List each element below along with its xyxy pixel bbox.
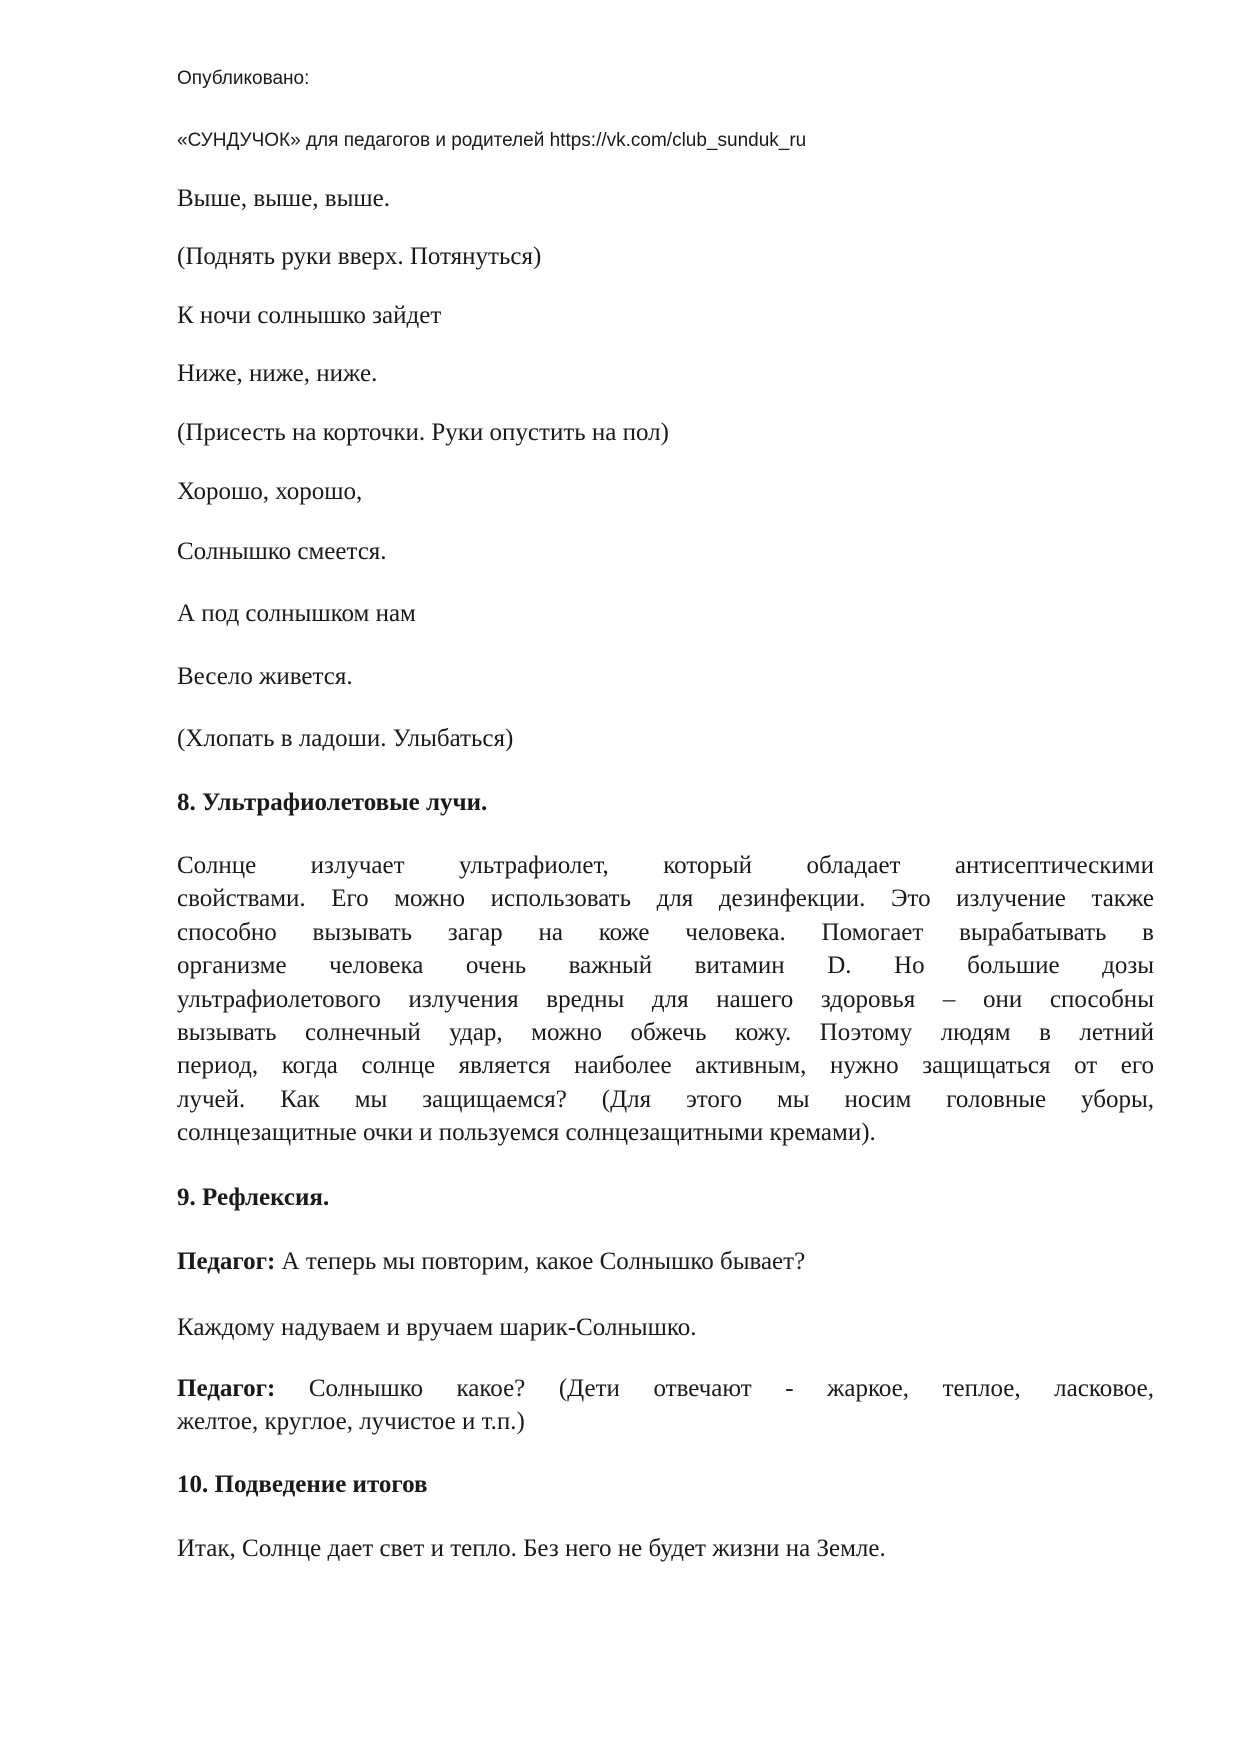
- poem-line: (Присесть на корточки. Руки опустить на пол): [177, 419, 669, 446]
- teacher-speech: Солнышко какое? (Дети отвечают - жаркое, теплое, ласковое,: [275, 1375, 1154, 1402]
- poem-line: (Хлопать в ладоши. Улыбаться): [177, 725, 514, 752]
- conclusion-paragraph: Итак, Солнце дает свет и тепло. Без него не будет жизни на Земле.: [177, 1535, 886, 1562]
- paragraph-line: способно вызывать загар на коже человека. Помогает вырабатывать в: [177, 918, 1154, 946]
- teacher-label: Педагог:: [177, 1375, 276, 1402]
- poem-line: Ниже, ниже, ниже.: [177, 360, 378, 387]
- teacher-label: Педагог:: [177, 1248, 276, 1275]
- paragraph-line: ультрафиолетового излучения вредны для нашего здоровья – они способны: [177, 985, 1154, 1013]
- paragraph-line: вызывать солнечный удар, можно обжечь кожу. Поэтому людям в летний: [177, 1019, 1154, 1047]
- source-line: «СУНДУЧОК» для педагогов и родителей https://vk.com/club_sunduk_ru: [177, 130, 807, 151]
- section-heading-8: 8. Ультрафиолетовые лучи.: [177, 789, 488, 816]
- paragraph-line: лучей. Как мы защищаемся? (Для этого мы носим головные уборы,: [177, 1085, 1154, 1113]
- poem-line: Хорошо, хорошо,: [177, 478, 363, 505]
- poem-line: А под солнышком нам: [177, 600, 416, 627]
- poem-line: К ночи солнышко зайдет: [177, 302, 442, 329]
- section-heading-9: 9. Рефлексия.: [177, 1184, 330, 1211]
- action-line: Каждому надуваем и вручаем шарик-Солнышко.: [177, 1314, 697, 1341]
- published-label: Опубликовано:: [177, 68, 310, 89]
- teacher-line-2-second: желтое, круглое, лучистое и т.п.): [177, 1408, 525, 1436]
- teacher-line-2-first: [177, 1372, 1154, 1405]
- section-8-paragraph: [177, 849, 1154, 1150]
- teacher-speech: А теперь мы повторим, какое Солнышко бывает?: [275, 1248, 806, 1275]
- poem-line: Выше, выше, выше.: [177, 185, 390, 212]
- paragraph-line: организме человека очень важный витамин D. Но большие дозы: [177, 952, 1154, 980]
- paragraph-line: период, когда солнце является наиболее активным, нужно защищаться от его: [177, 1052, 1154, 1080]
- teacher-line-1: [177, 1245, 1154, 1278]
- poem-line: Весело живется.: [177, 663, 353, 690]
- teacher-line-2: [177, 1372, 1154, 1439]
- paragraph-line: Солнце излучает ультрафиолет, который обладает антисептическими: [177, 852, 1154, 879]
- paragraph-line: свойствами. Его можно использовать для дезинфекции. Это излучение также: [177, 885, 1154, 913]
- section-heading-10: 10. Подведение итогов: [177, 1471, 428, 1498]
- paragraph-line: солнцезащитные очки и пользуемся солнцезащитными кремами).: [177, 1119, 876, 1147]
- poem-line: (Поднять руки вверх. Потянуться): [177, 243, 542, 270]
- poem-line: Солнышко смеется.: [177, 538, 387, 565]
